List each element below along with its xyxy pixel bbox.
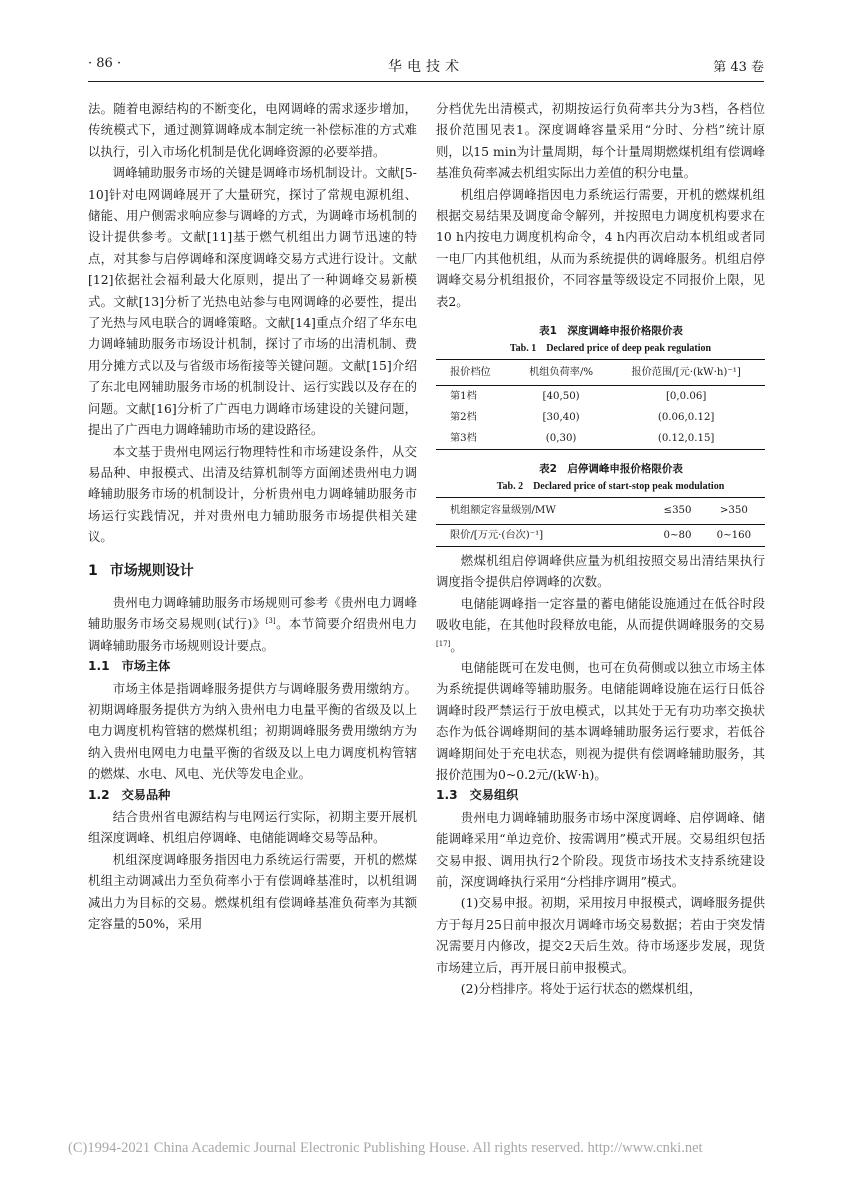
volume-label: 第 43 卷 bbox=[713, 60, 764, 75]
table-cell: (0.12,0.15] bbox=[607, 428, 765, 450]
table-1 bbox=[436, 359, 765, 450]
text: 贵州电力调峰辅助服务市场规则可参考《贵州电力调峰辅助服务市场交易规则(试行)》 bbox=[88, 594, 417, 632]
paragraph: 机组深度调峰服务指因电力系统运行需要，开机的燃煤机组主动调减出力至负荷率小于有偿调峰基准时，以机组调减出力为目标的交易。燃煤机组有偿调峰基准负荷率为其额定容量的50%，采用 bbox=[88, 851, 417, 932]
table-header: 报价范围/[元·(kW·h)⁻¹] bbox=[607, 360, 765, 386]
section-number: 1 bbox=[88, 562, 98, 579]
table-1-title-en: Tab. 1 Declared price of deep peak regulation bbox=[509, 343, 712, 355]
table-cell: 0~80 bbox=[652, 524, 703, 546]
journal-title: 华电技术 bbox=[388, 59, 464, 75]
paragraph: (1)交易申报。初期，采用按月申报模式，调峰服务提供方于每月25日前申报次月调峰市场交易数据；若由于突发情况需要月内修改，提交2天后生效。待市场逐步发展，现货市场建立后，再开展日前申报模式。 bbox=[436, 895, 765, 975]
table-row bbox=[436, 386, 765, 408]
paragraph: 法。随着电源结构的不断变化，电网调峰的需求逐步增加，传统模式下，通过测算调峰成本制定统一补偿标准的方式难以执行，引入市场化机制是优化调峰资源的必要举措。 bbox=[88, 101, 417, 159]
citation: [3] bbox=[265, 617, 276, 626]
table-header: ≤350 bbox=[652, 498, 703, 524]
table-header: 机组负荷率/% bbox=[515, 360, 607, 386]
table-header: 报价档位 bbox=[436, 360, 515, 386]
table-2 bbox=[436, 497, 765, 546]
table-row bbox=[436, 524, 765, 546]
table-cell: 限价/[万元·(台次)⁻¹] bbox=[436, 524, 652, 546]
section-title: 交易品种 bbox=[121, 787, 171, 802]
paragraph: (2)分档排序。将处于运行状态的燃煤机组， bbox=[460, 981, 702, 996]
paragraph: 燃煤机组启停调峰供应量为机组按照交易出清结果执行调度指令提供启停调峰的次数。 bbox=[436, 552, 765, 590]
paragraph: 电储能既可在发电侧，也可在负荷侧或以独立市场主体为系统提供调峰等辅助服务。电储能调峰设施在运行日低谷调峰时段严禁运行于放电模式，以其处于无有功功率交换状态作为低谷调峰期间的基本调峰辅助服务运行要求，若低谷调峰期间处于充电状态，则视为提供有偿调峰辅助服务，其报价范围为0~0.2元/(kW·h)。 bbox=[436, 659, 765, 782]
section-title: 市场主体 bbox=[121, 659, 171, 674]
section-title: 交易组织 bbox=[469, 788, 519, 803]
section-1-3-heading bbox=[436, 785, 765, 806]
table-cell: 第2档 bbox=[450, 412, 477, 424]
table-cell: 第1档 bbox=[450, 391, 477, 403]
table-cell: [30,40) bbox=[542, 412, 580, 424]
section-1-heading bbox=[88, 561, 417, 582]
table-row bbox=[436, 407, 765, 428]
page-header bbox=[88, 56, 764, 80]
table-header: 机组额定容量级别/MW bbox=[436, 498, 652, 524]
paragraph: 分档优先出清模式，初期按运行负荷率共分为3档，各档位报价范围见表1。深度调峰容量采用“分时、分档”统计原则，以15 min为计量周期，每个计量周期燃煤机组有偿调峰基准负荷率减去机组实际出力差值的积分电量。 bbox=[436, 101, 765, 181]
table-1-title: 表1 深度调峰申报价格限价表 bbox=[539, 325, 683, 338]
section-1-2-heading bbox=[88, 785, 417, 806]
right-column bbox=[436, 98, 765, 999]
section-number: 1.3 bbox=[436, 788, 458, 803]
table-cell: [40,50) bbox=[542, 391, 580, 403]
table-cell: 0~160 bbox=[703, 524, 765, 546]
paragraph: 贵州电力调峰辅助服务市场中深度调峰、启停调峰、储能调峰采用“单边竞价、按需调用”模式开展。交易组织包括交易申报、调用执行2个阶段。现货市场技术支持系统建设前，深度调峰执行采用“分档排序调用”模式。 bbox=[436, 809, 765, 889]
table-cell: (0.06,0.12] bbox=[657, 412, 715, 424]
section-title: 市场规则设计 bbox=[109, 562, 194, 579]
table-cell: [0,0.06] bbox=[665, 391, 707, 403]
copyright-watermark: (C)1994-2021 China Academic Journal Electronic Publishing House. All rights reserved. http://www.cnki.net bbox=[68, 1140, 703, 1156]
page-number: · 86 · bbox=[88, 56, 122, 71]
section-number: 1.2 bbox=[88, 787, 110, 802]
text: 电储能调峰指一定容量的蓄电储能设施通过在低谷时段吸收电能，在其他时段释放电能，从而提供调峰服务的交易 bbox=[436, 595, 765, 633]
citation: [17] bbox=[436, 639, 451, 648]
paragraph: 机组启停调峰指因电力系统运行需要，开机的燃煤机组根据交易结果及调度命令解列，并按照电力调度机构要求在10 h内按电力调度机构命令，4 h内再次启动本机组或者同一电厂内其他机组，从而为系统提供的调峰服务。机组启停调峰交易分机组报价，不同容量等级设定不同报价上限，见表2。 bbox=[436, 186, 765, 309]
header-rule bbox=[88, 81, 764, 82]
table-cell: (0,30) bbox=[515, 428, 607, 450]
table-row bbox=[436, 428, 765, 450]
table-2-title-en: Tab. 2 Declared price of start-stop peak modulation bbox=[496, 481, 725, 493]
text: 。本节简要介绍贵州电力调峰辅助服务市场规则设计要点。 bbox=[88, 616, 417, 653]
paragraph: 本文基于贵州电网运行物理特性和市场建设条件，从交易品种、申报模式、出清及结算机制等方面阐述贵州电力调峰辅助服务市场的机制设计，分析贵州电力调峰辅助服务市场运行实践情况，并对贵州电力辅助服务市场提供相关建议。 bbox=[88, 443, 417, 545]
table-2-title: 表2 启停调峰申报价格限价表 bbox=[539, 463, 683, 476]
text: 。 bbox=[450, 638, 463, 654]
table-header: >350 bbox=[703, 498, 765, 524]
left-column bbox=[88, 98, 417, 934]
paragraph: 结合贵州省电源结构与电网运行实际，初期主要开展机组深度调峰、机组启停调峰、电储能调峰交易等品种。 bbox=[88, 809, 417, 846]
section-1-1-heading bbox=[88, 656, 417, 677]
paragraph: 市场主体是指调峰服务提供方与调峰服务费用缴纳方。初期调峰服务提供方为纳入贵州电力电量平衡的省级及以上电力调度机构管辖的燃煤机组；初期调峰服务费用缴纳方为纳入贵州电网电力电量平衡的省级及以上电力调度机构管辖的燃煤、水电、风电、光伏等发电企业。 bbox=[88, 680, 417, 782]
paragraph: 调峰辅助服务市场的关键是调峰市场机制设计。文献[5-10]针对电网调峰展开了大量研究，探讨了常规电源机组、储能、用户侧需求响应参与调峰的方式，为调峰市场机制的设计提供参考。文献[11]基于燃气机组出力调节迅速的特点，对其参与启停调峰和深度调峰交易方式进行设计。文献[12]依据社会福利最大化原则，提出了一种调峰交易新模式。文献[13]分析了光热电站参与电网调峰的必要性，提出了光热与风电联合的调峰策略。文献[14]重点介绍了华东电力调峰辅助服务市场设计机制，探讨了市场的出清机制、费用分摊方式以及与省级市场衔接等关键问题。文献[15]介绍了东北电网辅助服务市场的机制设计、运行实践以及存在的问题。文献[16]分析了广西电力调峰市场建设的关键问题，提出了广西电力调峰辅助市场的建设路径。 bbox=[88, 165, 417, 438]
paragraph bbox=[436, 593, 765, 657]
table-cell: 第3档 bbox=[436, 428, 515, 450]
section-number: 1.1 bbox=[88, 659, 110, 674]
paragraph bbox=[88, 592, 417, 656]
